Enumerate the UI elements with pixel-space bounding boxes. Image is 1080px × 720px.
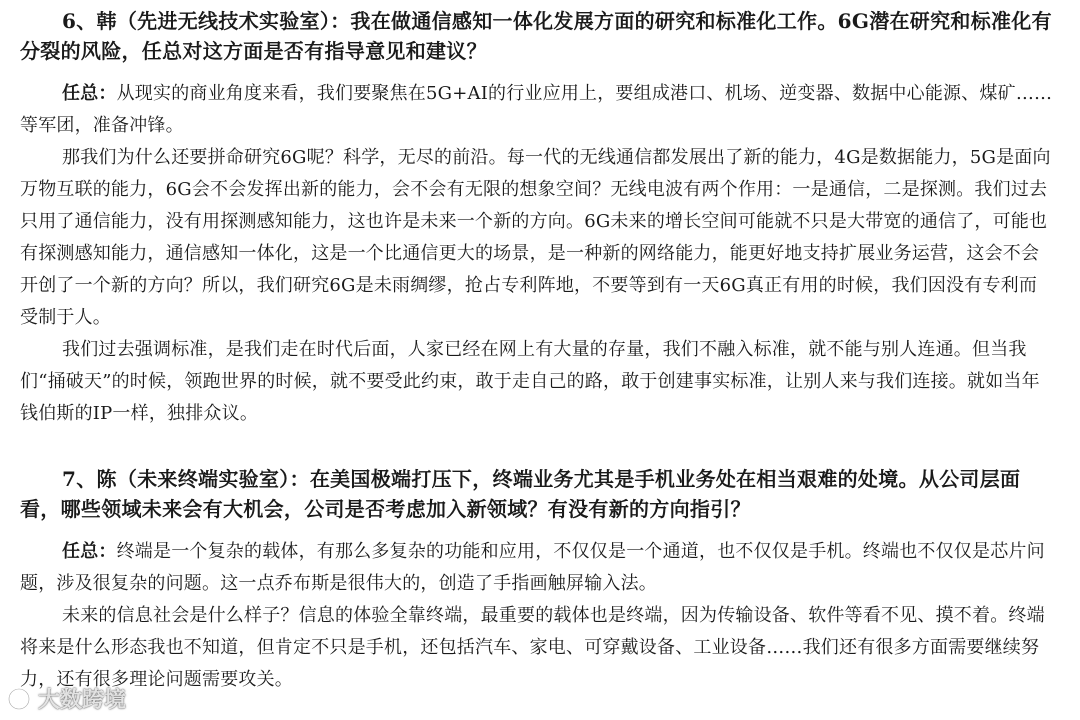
answer-6-paragraph-3: 我们过去强调标准，是我们走在时代后面，人家已经在网上有大量的存量，我们不融入标准，就不能与别人连通。但当我们“捅破天”的时候，领跑世界的时候，就不要受此约束，敢于走自己的路，敢于创建事实标准，让别人来与我们连接。就如当年钱伯斯的IP一样，独排众议。 [20,339,1040,424]
logo-icon [6,686,32,712]
answer-6-paragraph-2: 那我们为什么还要拼命研究6G呢？科学，无尽的前沿。每一代的无线通信都发展出了新的能力，4G是数据能力，5G是面向万物互联的能力，6G会不会发挥出新的能力，会不会有无限的想象空间？无线电波有两个作用：一是通信，二是探测。我们过去只用了通信能力，没有用探测感知能力，这也许是未来一个新的方向。6G未来的增长空间可能就不只是大带宽的通信了，可能也有探测感知能力，通信感知一体化，这是一个比通信更大的场景，是一种新的网络能力，能更好地支持扩展业务运营，这会不会开创了一个新的方向？所以，我们研究6G是未雨绸缪，抢占专利阵地，不要等到有一天6G真正有用的时候，我们因没有专利而受制于人。 [20,147,1051,328]
answer-6-paragraph-1 [20,78,1054,142]
answer-6-paragraph-1-text: 从现实的商业角度来看，我们要聚焦在5G+AI的行业应用上，要组成港口、机场、逆变器、数据中心能源、煤矿……等军团，准备冲锋。 [20,83,1053,136]
answer-7-speaker: 任总： [62,541,117,562]
document-body [20,6,1054,696]
watermark-text: 大数跨境 [38,688,127,713]
answer-7-paragraph-1 [20,536,1054,600]
answer-7-paragraph-1-text: 终端是一个复杂的载体，有那么多复杂的功能和应用，不仅仅是一个通道，也不仅仅是手机。终端也不仅仅是芯片问题，涉及很复杂的问题。这一点乔布斯是很伟大的，创造了手指画触屏输入法。 [20,541,1045,594]
question-6: 6、韩（先进无线技术实验室）：我在做通信感知一体化发展方面的研究和标准化工作。6G潜在研究和标准化有分裂的风险，任总对这方面是否有指导意见和建议？ [20,9,1052,63]
question-7: 7、陈（未来终端实验室）：在美国极端打压下，终端业务尤其是手机业务处在相当艰难的处境。从公司层面看，哪些领域未来会有大机会，公司是否考虑加入新领域？有没有新的方向指引？ [20,467,1021,521]
answer-6-speaker: 任总： [62,83,117,104]
answer-7-paragraph-2: 未来的信息社会是什么样子？信息的体验全靠终端，最重要的载体也是终端，因为传输设备、软件等看不见、摸不着。终端将来是什么形态我也不知道，但肯定不只是手机，还包括汽车、家电、可穿戴设备、工业设备……我们还有很多方面需要继续努力，还有很多理论问题需要攻关。 [20,605,1045,690]
watermark [6,683,126,714]
